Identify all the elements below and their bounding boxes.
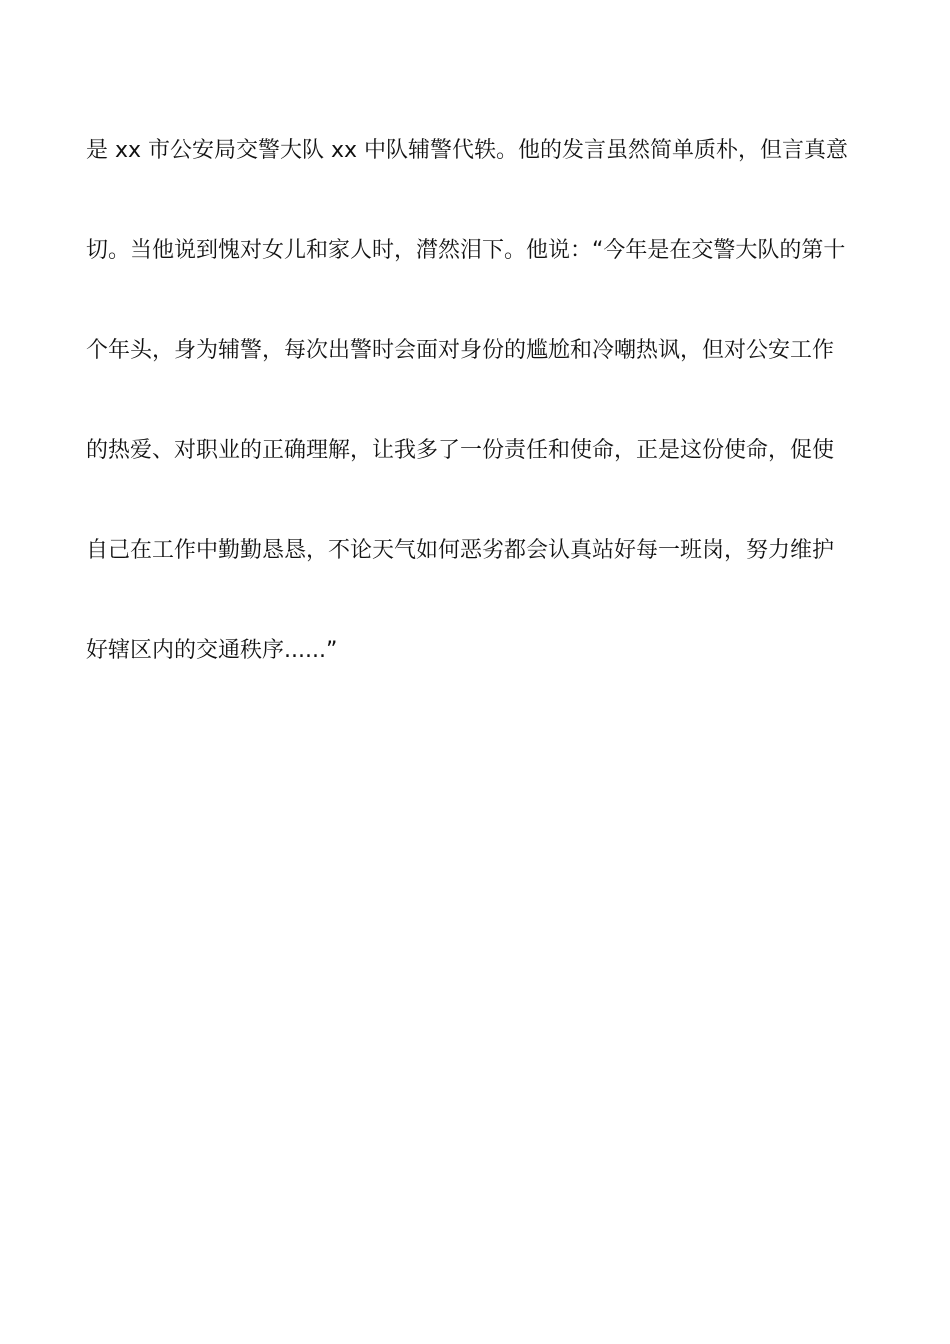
body-paragraph [86, 128, 876, 728]
paragraph-line: 个年头，身为辅警，每次出警时会面对身份的尴尬和冷嘲热讽，但对公安工作 [86, 338, 835, 363]
paragraph-line: 切。当他说到愧对女儿和家人时，潸然泪下。他说：“今年是在交警大队的第十 [86, 238, 846, 263]
paragraph-line: 好辖区内的交通秩序......” [86, 638, 338, 663]
paragraph-line: 是 xx 市公安局交警大队 xx 中队辅警代轶。他的发言虽然简单质朴，但言真意 [86, 138, 849, 163]
paragraph-line: 自己在工作中勤勤恳恳，不论天气如何恶劣都会认真站好每一班岗，努力维护 [86, 538, 835, 563]
paragraph-line: 的热爱、对职业的正确理解，让我多了一份责任和使命，正是这份使命，促使 [86, 438, 835, 463]
